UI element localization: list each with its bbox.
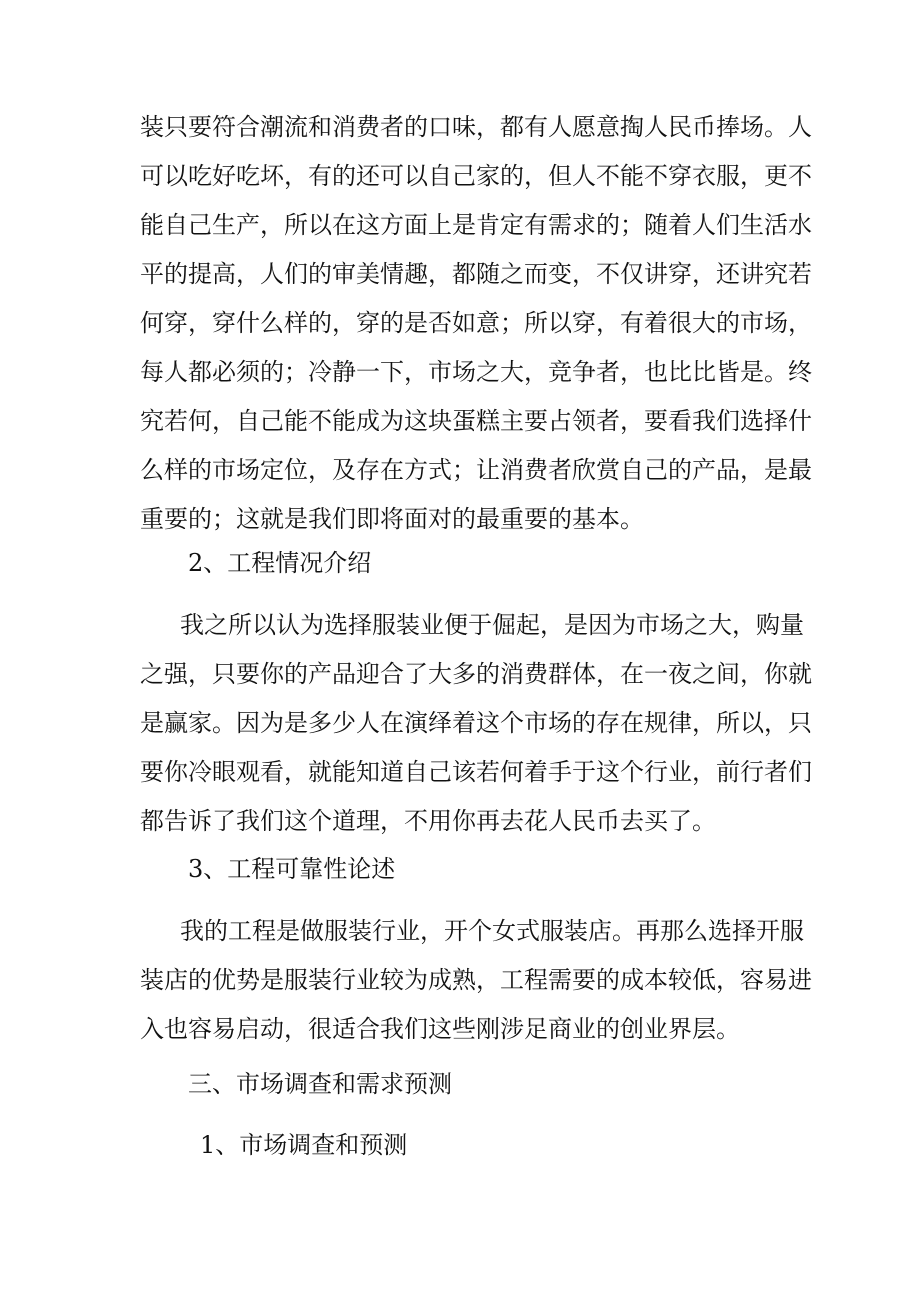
- paragraph-project-overview: [140, 601, 812, 846]
- paragraph-market-demand: [140, 103, 812, 544]
- text-line: 装只要符合潮流和消费者的口味，都有人愿意掏人民币捧场。人: [140, 113, 812, 141]
- text-line: 都告诉了我们这个道理，不用你再去花人民币去买了。: [140, 807, 716, 835]
- text-line: 是赢家。因为是多少人在演绎着这个市场的存在规律，所以，只: [140, 709, 812, 737]
- text-line: 究若何，自己能不能成为这块蛋糕主要占领者，要看我们选择什: [140, 407, 812, 435]
- text-line: 每人都必须的；冷静一下，市场之大，竞争者，也比比皆是。终: [140, 358, 812, 386]
- chapter-heading-market-research: 三、市场调查和需求预测: [188, 1070, 452, 1098]
- text-line: 何穿，穿什么样的，穿的是否如意；所以穿，有着很大的市场，: [140, 309, 812, 337]
- text-line: 要你冷眼观看，就能知道自己该若何着手于这个行业，前行者们: [140, 758, 812, 786]
- text-line: 重要的；这就是我们即将面对的最重要的基本。: [140, 505, 644, 533]
- text-line: 我之所以认为选择服装业便于倔起，是因为市场之大，购量: [180, 611, 804, 639]
- section-heading-feasibility: 3、工程可靠性论述: [188, 855, 396, 883]
- text-line: 平的提高，人们的审美情趣，都随之而变，不仅讲穿，还讲究若: [140, 260, 812, 288]
- text-line: 我的工程是做服装行业，开个女式服装店。再那么选择开服: [180, 917, 804, 945]
- subheading-market-survey: 1、市场调查和预测: [200, 1131, 408, 1159]
- text-line: 能自己生产，所以在这方面上是肯定有需求的；随着人们生活水: [140, 211, 812, 239]
- text-line: 装店的优势是服装行业较为成熟，工程需要的成本较低，容易进: [140, 966, 812, 994]
- text-line: 之强，只要你的产品迎合了大多的消费群体，在一夜之间，你就: [140, 660, 812, 688]
- text-line: 入也容易启动，很适合我们这些刚涉足商业的创业界层。: [140, 1015, 740, 1043]
- text-line: 么样的市场定位，及存在方式；让消费者欣赏自己的产品，是最: [140, 456, 812, 484]
- paragraph-feasibility: [140, 907, 812, 1054]
- text-line: 可以吃好吃坏，有的还可以自己家的，但人不能不穿衣服，更不: [140, 162, 812, 190]
- section-heading-project-overview: 2、工程情况介绍: [188, 549, 372, 577]
